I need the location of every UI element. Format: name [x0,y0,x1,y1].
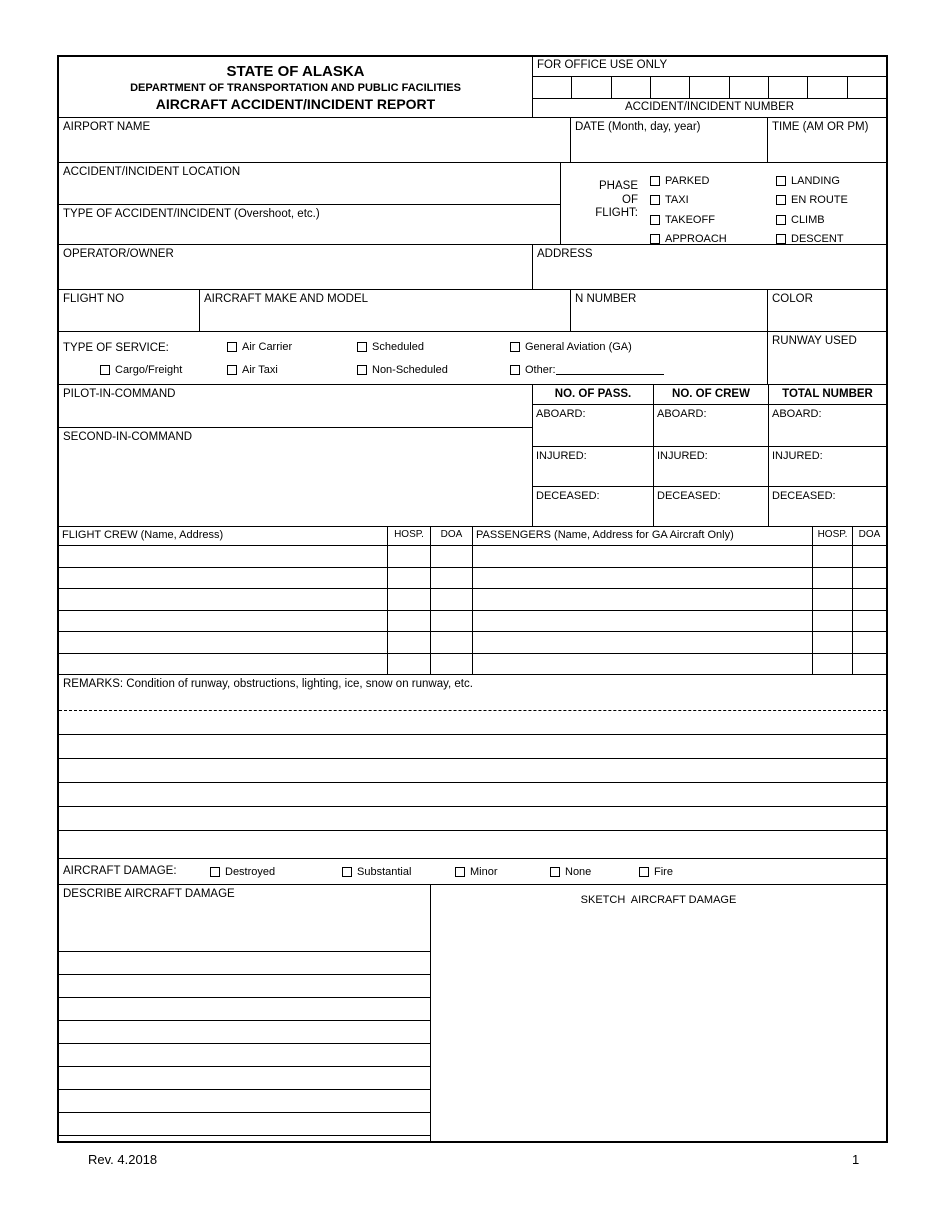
second-in-command-label: SECOND-IN-COMMAND [63,431,193,443]
phase-option-en-route[interactable] [776,191,886,211]
phase-option-label: TAXI [665,194,689,207]
crew-hosp-cell[interactable] [387,568,430,589]
time-field[interactable] [767,118,886,162]
n-number-label: N NUMBER [575,293,637,305]
describe-damage-line[interactable] [59,1021,430,1044]
date-field[interactable] [570,118,767,162]
time-label: TIME (AM OR PM) [772,121,869,133]
remarks-line[interactable] [59,807,886,831]
deceased-label: DECEASED: [772,490,836,502]
crew-passenger-row [59,546,886,568]
describe-damage-block [59,885,430,1141]
damage-option-label: Substantial [357,865,412,878]
deceased-label: DECEASED: [657,490,721,502]
pilot-block [59,385,532,526]
no-of-crew-header: NO. OF CREW [654,385,768,405]
accident-type-label: TYPE OF ACCIDENT/INCIDENT (Overshoot, etc.) [63,208,320,220]
flight-crew-name-cell[interactable] [59,611,387,632]
aboard-label: ABOARD: [536,408,586,420]
no-of-crew-column [653,385,768,526]
passenger-doa-cell[interactable] [852,568,886,589]
date-label: DATE (Month, day, year) [575,121,701,133]
service-option-general-aviation[interactable] [510,341,632,353]
passenger-doa-cell[interactable] [852,654,886,675]
injured-label: INJURED: [536,450,587,462]
passenger-name-cell[interactable] [472,611,812,632]
title-block [59,57,532,117]
checkbox-icon [776,215,786,225]
passenger-doa-header: DOA [852,527,886,545]
flight-crew-name-cell[interactable] [59,654,387,675]
total-number-header: TOTAL NUMBER [769,385,886,405]
form-title: AIRCRAFT ACCIDENT/INCIDENT REPORT [155,96,436,112]
checkbox-icon [455,867,465,877]
damage-detail-row [59,885,886,1141]
phase-label-line: PHASE [599,180,638,192]
remarks-line[interactable] [59,759,886,783]
crew-doa-cell[interactable] [430,589,472,610]
crew-deceased-field[interactable] [654,487,768,526]
flight-no-field[interactable] [59,290,199,331]
make-model-field[interactable] [199,290,570,331]
accident-number-box[interactable] [847,77,886,98]
describe-damage-line[interactable] [59,952,430,975]
aircraft-damage-label: AIRCRAFT DAMAGE: [63,865,177,877]
remarks-line[interactable] [59,711,886,735]
phase-label-line: OF [622,193,638,206]
checkbox-icon [357,365,367,375]
make-model-label: AIRCRAFT MAKE AND MODEL [204,293,369,305]
crew-aboard-field[interactable] [654,405,768,447]
crew-doa-header: DOA [430,527,472,545]
accident-number-box[interactable] [807,77,846,98]
operator-owner-label: OPERATOR/OWNER [63,248,174,260]
damage-option-fire[interactable] [639,866,673,878]
checkbox-icon [210,867,220,877]
airport-name-field[interactable] [59,118,570,162]
airport-name-label: AIRPORT NAME [63,121,151,133]
counts-block [532,385,886,526]
service-option-cargo-freight[interactable] [100,364,182,376]
checkbox-icon [650,234,660,244]
damage-option-minor[interactable] [455,866,498,878]
service-option-label: Air Taxi [242,364,278,376]
sketch-damage-area[interactable] [430,885,886,1141]
type-of-service-row [59,332,886,385]
location-phase-row [59,163,886,245]
page-number: 1 [852,1152,860,1167]
passengers-header: PASSENGERS (Name, Address for GA Aircraft Only) [472,527,812,545]
passenger-hosp-header: HOSP. [812,527,852,545]
phase-option-label: CLIMB [791,213,825,226]
phase-of-flight-block [560,163,886,244]
checkbox-icon [776,176,786,186]
n-number-field[interactable] [570,290,767,331]
damage-option-label: Minor [470,865,498,878]
phase-option-climb[interactable] [776,210,886,230]
phase-option-label: APPROACH [665,233,727,246]
checkbox-icon [650,195,660,205]
remarks-line[interactable] [59,831,886,858]
other-write-line[interactable] [556,365,664,375]
pilot-counts-row [59,385,886,527]
accident-number-box[interactable] [768,77,807,98]
state-title: STATE OF ALASKA [226,63,365,80]
describe-damage-line[interactable] [59,929,430,952]
passenger-name-cell[interactable] [472,632,812,653]
phase-option-parked[interactable] [650,171,760,191]
accident-number-box[interactable] [689,77,728,98]
crew-doa-cell[interactable] [430,611,472,632]
total-deceased-field[interactable] [769,487,886,526]
phase-options-column-1 [650,163,760,244]
accident-location-field[interactable] [59,163,560,205]
crew-hosp-header: HOSP. [387,527,430,545]
injured-label: INJURED: [772,450,823,462]
revision-label: Rev. 4.2018 [88,1152,158,1167]
service-option-air-taxi[interactable] [227,364,278,376]
crew-passenger-row [59,589,886,611]
crew-hosp-cell[interactable] [387,632,430,653]
accident-number-box[interactable] [729,77,768,98]
pass-aboard-field[interactable] [533,405,653,447]
service-option-other[interactable] [510,364,664,376]
phase-option-label: LANDING [791,174,840,187]
flight-crew-name-cell[interactable] [59,546,387,567]
remarks-line[interactable] [59,735,886,759]
passenger-name-cell[interactable] [472,589,812,610]
describe-damage-label: DESCRIBE AIRCRAFT DAMAGE [63,888,235,900]
describe-damage-line[interactable] [59,1067,430,1090]
flight-crew-name-cell[interactable] [59,632,387,653]
describe-damage-line[interactable] [59,1113,430,1136]
phase-option-label: PARKED [665,174,710,187]
crew-injured-field[interactable] [654,447,768,487]
total-aboard-field[interactable] [769,405,886,447]
injured-label: INJURED: [657,450,708,462]
accident-number-box[interactable] [650,77,689,98]
crew-passenger-table-header [59,527,886,546]
sketch-damage-label: SKETCH AIRCRAFT DAMAGE [580,894,737,906]
department-title: DEPARTMENT OF TRANSPORTATION AND PUBLIC FACILITIES [130,82,461,94]
phase-label-line: FLIGHT: [595,207,638,219]
describe-damage-field[interactable] [59,885,430,929]
pilot-in-command-label: PILOT-IN-COMMAND [63,388,176,400]
crew-passenger-row [59,568,886,590]
phase-option-landing[interactable] [776,171,886,191]
phase-option-taxi[interactable] [650,191,760,211]
service-option-label: Other: [525,364,556,376]
passenger-hosp-cell[interactable] [812,568,852,589]
phase-option-label: EN ROUTE [791,194,848,207]
service-option-label: Cargo/Freight [115,364,183,376]
pass-deceased-field[interactable] [533,487,653,526]
flight-crew-name-cell[interactable] [59,589,387,610]
remarks-line[interactable] [59,783,886,807]
checkbox-icon [639,867,649,877]
pass-injured-field[interactable] [533,447,653,487]
flight-no-label: FLIGHT NO [63,293,125,305]
damage-option-label: Fire [654,865,673,878]
checkbox-icon [650,215,660,225]
crew-hosp-cell[interactable] [387,654,430,675]
service-option-label: General Aviation (GA) [525,341,632,353]
accident-number-box[interactable] [533,77,571,98]
service-option-label: Air Carrier [242,341,293,353]
describe-damage-line[interactable] [59,998,430,1021]
crew-passenger-row [59,632,886,654]
total-injured-field[interactable] [769,447,886,487]
accident-type-field[interactable] [59,205,560,244]
address-field[interactable] [532,245,886,289]
aircraft-accident-report-form [57,55,888,1143]
aboard-label: ABOARD: [657,408,707,420]
passenger-name-cell[interactable] [472,654,812,675]
crew-passenger-table [59,527,886,675]
flight-crew-name-cell[interactable] [59,568,387,589]
remarks-section [59,675,886,859]
aboard-label: ABOARD: [772,408,822,420]
total-number-column [768,385,886,526]
pilot-in-command-field[interactable] [59,385,532,428]
passenger-doa-cell[interactable] [852,546,886,567]
checkbox-icon [227,365,237,375]
checkbox-icon [650,176,660,186]
deceased-label: DECEASED: [536,490,600,502]
crew-hosp-cell[interactable] [387,546,430,567]
service-option-label: Scheduled [372,341,424,353]
describe-damage-line[interactable] [59,1090,430,1113]
aircraft-damage-row [59,859,886,885]
service-option-scheduled[interactable] [357,341,424,353]
checkbox-icon [227,342,237,352]
no-of-pass-header: NO. OF PASS. [533,385,653,405]
phase-option-label: DESCENT [791,233,844,246]
describe-damage-line[interactable] [59,1136,430,1141]
phase-options-column-2 [776,163,886,244]
aircraft-identity-row [59,290,886,332]
damage-option-label: Destroyed [225,865,276,878]
runway-used-label: RUNWAY USED [772,335,857,347]
checkbox-icon [342,867,352,877]
remarks-label: REMARKS: Condition of runway, obstructions, lighting, ice, snow on runway, etc. [63,678,473,690]
airport-date-time-row [59,118,886,163]
describe-damage-line[interactable] [59,975,430,998]
crew-passenger-row [59,654,886,675]
service-option-air-carrier[interactable] [227,341,292,353]
phase-of-flight-label [561,163,638,244]
crew-doa-cell[interactable] [430,568,472,589]
damage-option-destroyed[interactable] [210,866,275,878]
checkbox-icon [776,195,786,205]
no-of-pass-column [533,385,653,526]
passenger-name-cell[interactable] [472,546,812,567]
passenger-hosp-cell[interactable] [812,589,852,610]
passenger-name-cell[interactable] [472,568,812,589]
accident-number-box[interactable] [611,77,650,98]
checkbox-icon [510,342,520,352]
checkbox-icon [510,365,520,375]
passenger-hosp-cell[interactable] [812,546,852,567]
office-use-block [532,57,886,117]
runway-used-field[interactable] [767,332,886,384]
service-option-label: Non-Scheduled [372,364,448,376]
type-of-service-label: TYPE OF SERVICE: [63,342,169,354]
flight-crew-header: FLIGHT CREW (Name, Address) [62,529,224,541]
checkbox-icon [776,234,786,244]
type-of-service-block [59,332,767,384]
checkbox-icon [550,867,560,877]
damage-option-none[interactable] [550,866,591,878]
accident-number-boxes [533,77,886,99]
office-use-label: FOR OFFICE USE ONLY [533,57,886,77]
checkbox-icon [100,365,110,375]
accident-number-box[interactable] [571,77,610,98]
passenger-hosp-cell[interactable] [812,611,852,632]
phase-option-label: TAKEOFF [665,213,715,226]
color-field[interactable] [767,290,886,331]
damage-option-substantial[interactable] [342,866,411,878]
accident-location-label: ACCIDENT/INCIDENT LOCATION [63,166,241,178]
phase-option-takeoff[interactable] [650,210,760,230]
passenger-doa-cell[interactable] [852,632,886,653]
crew-passenger-row [59,611,886,633]
passenger-hosp-cell[interactable] [812,654,852,675]
operator-address-row [59,245,886,290]
passenger-hosp-cell[interactable] [812,632,852,653]
describe-damage-line[interactable] [59,1044,430,1067]
crew-hosp-cell[interactable] [387,589,430,610]
crew-doa-cell[interactable] [430,546,472,567]
damage-option-label: None [565,865,592,878]
color-label: COLOR [772,293,813,305]
location-type-block [59,163,560,244]
passenger-doa-cell[interactable] [852,611,886,632]
checkbox-icon [357,342,367,352]
header-row [59,57,886,118]
service-option-non-scheduled[interactable] [357,364,448,376]
second-in-command-field[interactable] [59,428,532,526]
accident-number-label: ACCIDENT/INCIDENT NUMBER [624,101,795,113]
remarks-field[interactable] [59,675,886,711]
crew-doa-cell[interactable] [430,632,472,653]
crew-doa-cell[interactable] [430,654,472,675]
passenger-doa-cell[interactable] [852,589,886,610]
operator-owner-field[interactable] [59,245,532,289]
address-label: ADDRESS [537,248,593,260]
crew-hosp-cell[interactable] [387,611,430,632]
